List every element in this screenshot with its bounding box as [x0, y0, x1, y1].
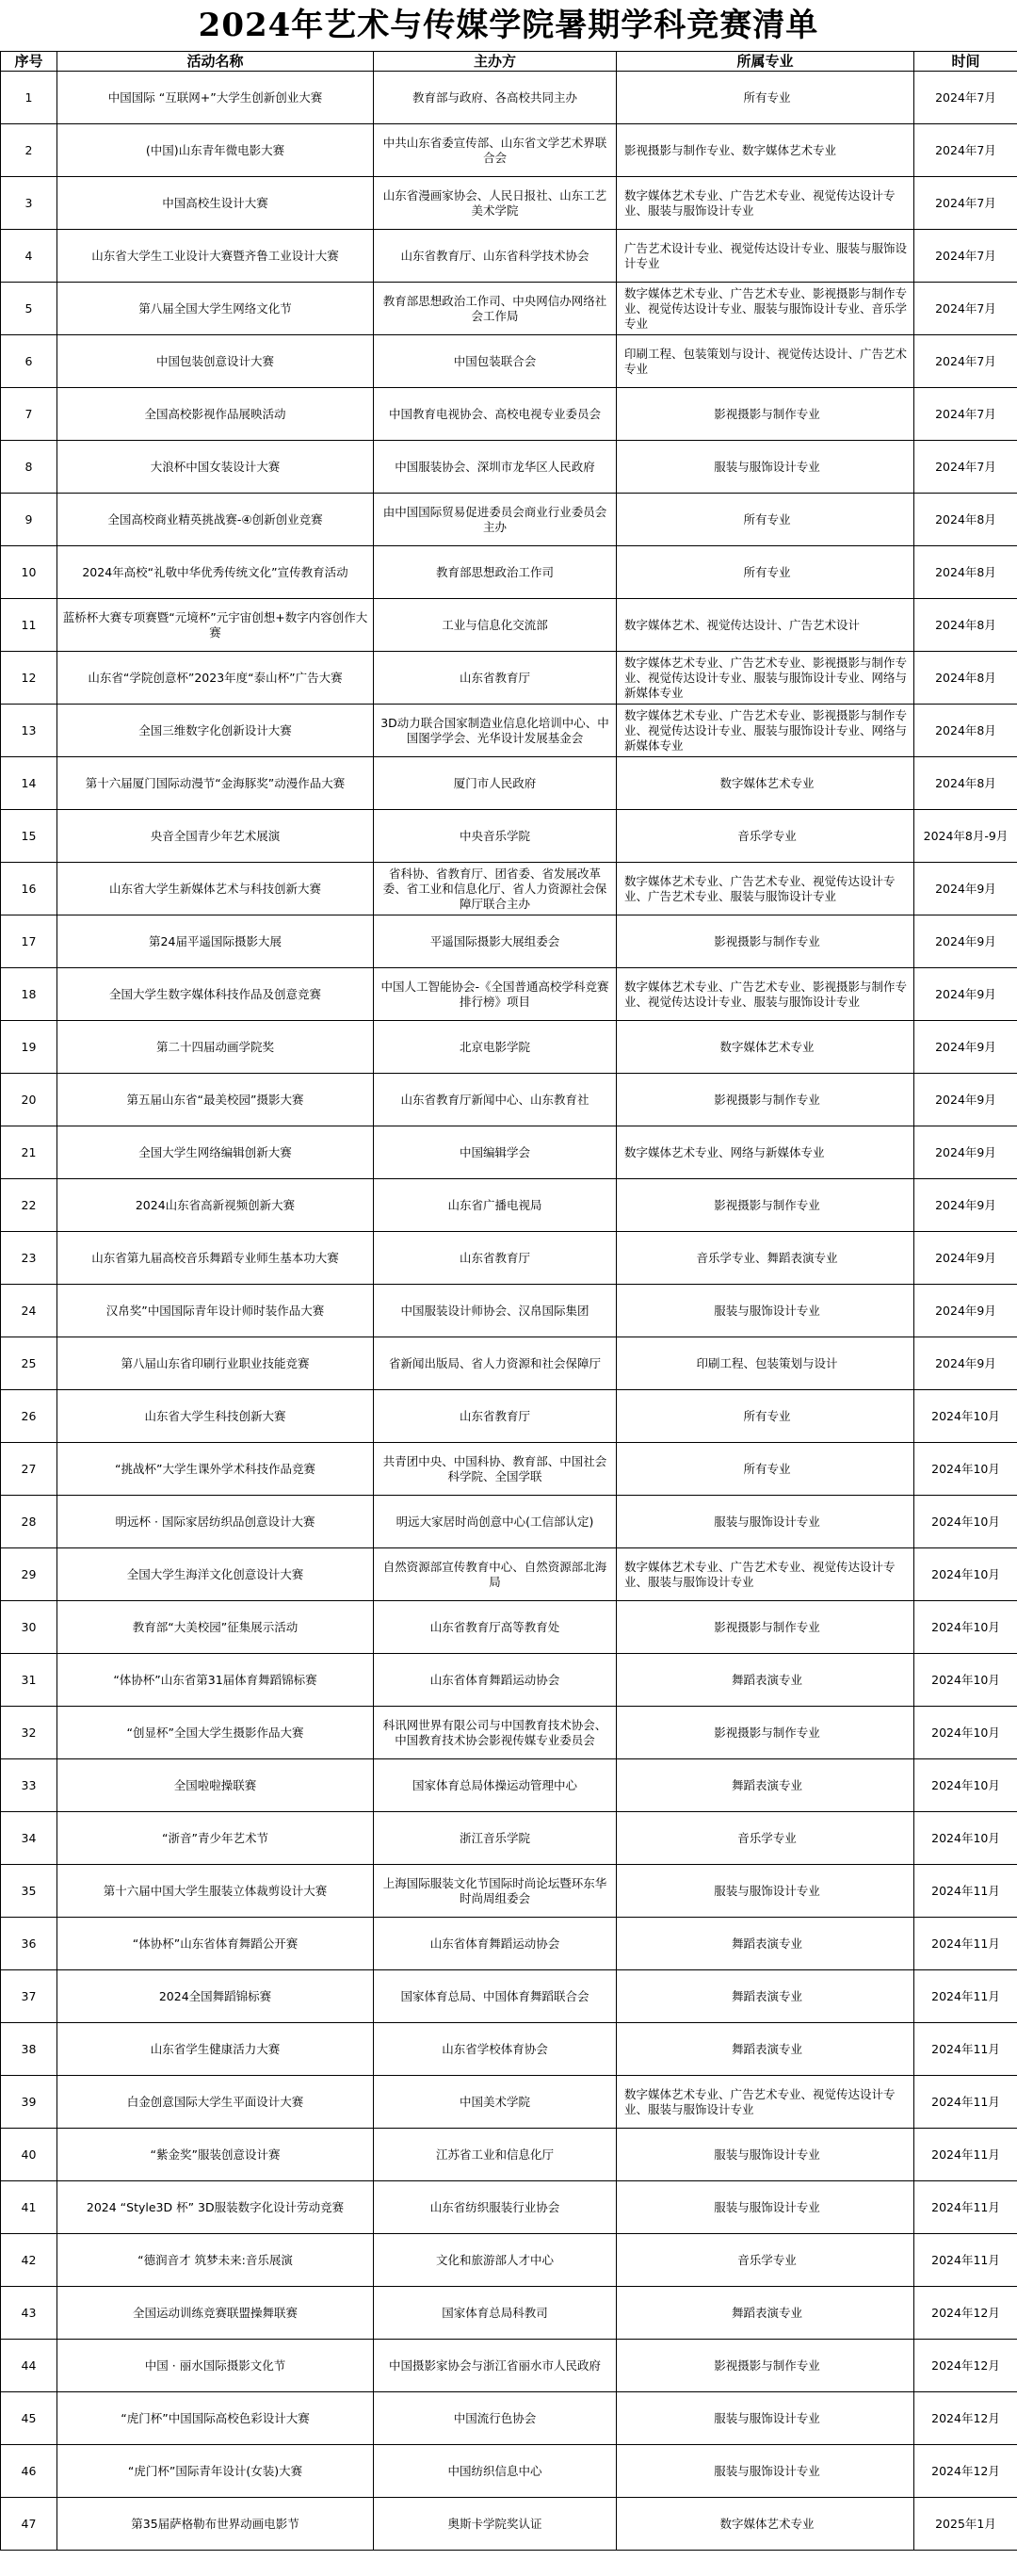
activity-name-cell: 2024全国舞蹈锦标赛 [57, 1970, 374, 2023]
organizer-cell: 中国摄影家协会与浙江省丽水市人民政府 [374, 2340, 617, 2392]
major-cell: 数字媒体艺术专业、广告艺术专业、影视摄影与制作专业、视觉传达设计专业、服装与服饰设计专业、网络与新媒体专业 [617, 652, 914, 705]
table-row [1, 494, 1017, 546]
major-cell: 所有专业 [617, 72, 914, 124]
time-cell: 2024年9月 [914, 968, 1017, 1021]
time-cell: 2024年9月 [914, 915, 1017, 968]
time-cell: 2024年10月 [914, 1812, 1017, 1865]
table-row [1, 757, 1017, 810]
organizer-cell: 江苏省工业和信息化厅 [374, 2129, 617, 2181]
major-cell: 服装与服饰设计专业 [617, 2392, 914, 2445]
row-number-cell: 13 [1, 705, 57, 757]
row-number-cell: 18 [1, 968, 57, 1021]
page-title: 2024年艺术与传媒学院暑期学科竞赛清单 [198, 7, 819, 44]
table-row [1, 915, 1017, 968]
activity-name-cell: “德润音才 筑梦未来:音乐展演 [57, 2234, 374, 2287]
time-cell: 2024年7月 [914, 72, 1017, 124]
row-number-cell: 20 [1, 1074, 57, 1126]
row-number-cell: 9 [1, 494, 57, 546]
row-number-cell: 34 [1, 1812, 57, 1865]
major-cell: 所有专业 [617, 546, 914, 599]
activity-name-cell: 山东省“学院创意杯”2023年度“泰山杯”广告大赛 [57, 652, 374, 705]
organizer-cell: 国家体育总局、中国体育舞蹈联合会 [374, 1970, 617, 2023]
organizer-cell: 教育部与政府、各高校共同主办 [374, 72, 617, 124]
table-row [1, 283, 1017, 335]
table-row [1, 705, 1017, 757]
organizer-cell: 中国人工智能协会-《全国普通高校学科竞赛排行榜》项目 [374, 968, 617, 1021]
time-cell: 2024年9月 [914, 1179, 1017, 1232]
row-number-cell: 45 [1, 2392, 57, 2445]
time-cell: 2024年7月 [914, 124, 1017, 177]
activity-name-cell: (中国)山东青年微电影大赛 [57, 124, 374, 177]
major-cell: 音乐学专业 [617, 1812, 914, 1865]
table-row [1, 2287, 1017, 2340]
major-cell: 服装与服饰设计专业 [617, 2181, 914, 2234]
major-cell: 影视摄影与制作专业 [617, 388, 914, 441]
organizer-cell: 由中国国际贸易促进委员会商业行业委员会主办 [374, 494, 617, 546]
row-number-cell: 11 [1, 599, 57, 652]
activity-name-cell: 全国运动训练竞赛联盟操舞联赛 [57, 2287, 374, 2340]
table-row [1, 1337, 1017, 1390]
organizer-cell: 中国纺织信息中心 [374, 2445, 617, 2498]
table-row [1, 546, 1017, 599]
major-cell: 所有专业 [617, 1443, 914, 1496]
time-cell: 2024年7月 [914, 335, 1017, 388]
table-row [1, 1179, 1017, 1232]
organizer-cell: 科讯网世界有限公司与中国教育技术协会、中国教育技术协会影视传媒专业委员会 [374, 1707, 617, 1759]
activity-name-cell: “体协杯”山东省体育舞蹈公开赛 [57, 1918, 374, 1970]
time-cell: 2024年11月 [914, 2076, 1017, 2129]
organizer-cell: 中国美术学院 [374, 2076, 617, 2129]
activity-name-cell: “创显杯”全国大学生摄影作品大赛 [57, 1707, 374, 1759]
row-number-cell: 41 [1, 2181, 57, 2234]
time-cell: 2024年9月 [914, 1285, 1017, 1337]
organizer-cell: 工业与信息化交流部 [374, 599, 617, 652]
major-cell: 舞蹈表演专业 [617, 2023, 914, 2076]
time-cell: 2024年9月 [914, 1074, 1017, 1126]
table-row [1, 1126, 1017, 1179]
header-organizer: 主办方 [374, 52, 617, 72]
major-cell: 影视摄影与制作专业 [617, 1074, 914, 1126]
activity-name-cell: 汉帛奖”中国国际青年设计师时装作品大赛 [57, 1285, 374, 1337]
table-row [1, 968, 1017, 1021]
table-row [1, 1548, 1017, 1601]
major-cell: 影视摄影与制作专业 [617, 1707, 914, 1759]
table-header-row [1, 52, 1017, 72]
activity-name-cell: 中国国际 “互联网+”大学生创新创业大赛 [57, 72, 374, 124]
row-number-cell: 23 [1, 1232, 57, 1285]
time-cell: 2024年10月 [914, 1707, 1017, 1759]
time-cell: 2024年8月 [914, 546, 1017, 599]
major-cell: 舞蹈表演专业 [617, 1759, 914, 1812]
major-cell: 服装与服饰设计专业 [617, 1865, 914, 1918]
organizer-cell: 中国教育电视协会、高校电视专业委员会 [374, 388, 617, 441]
activity-name-cell: 山东省大学生工业设计大赛暨齐鲁工业设计大赛 [57, 230, 374, 283]
row-number-cell: 37 [1, 1970, 57, 2023]
activity-name-cell: 中国包装创意设计大赛 [57, 335, 374, 388]
row-number-cell: 32 [1, 1707, 57, 1759]
row-number-cell: 38 [1, 2023, 57, 2076]
time-cell: 2024年11月 [914, 1918, 1017, 1970]
activity-name-cell: 山东省大学生新媒体艺术与科技创新大赛 [57, 863, 374, 915]
major-cell: 音乐学专业 [617, 810, 914, 863]
table-row [1, 2023, 1017, 2076]
time-cell: 2024年9月 [914, 1021, 1017, 1074]
activity-name-cell: 2024年高校“礼敬中华优秀传统文化”宣传教育活动 [57, 546, 374, 599]
row-number-cell: 46 [1, 2445, 57, 2498]
table-row [1, 230, 1017, 283]
activity-name-cell: 第十六届厦门国际动漫节“金海豚奖”动漫作品大赛 [57, 757, 374, 810]
row-number-cell: 42 [1, 2234, 57, 2287]
organizer-cell: 文化和旅游部人才中心 [374, 2234, 617, 2287]
major-cell: 数字媒体艺术专业、广告艺术专业、视觉传达设计专业、服装与服饰设计专业 [617, 177, 914, 230]
activity-name-cell: 全国大学生海洋文化创意设计大赛 [57, 1548, 374, 1601]
major-cell: 服装与服饰设计专业 [617, 441, 914, 494]
table-row [1, 1232, 1017, 1285]
time-cell: 2024年10月 [914, 1759, 1017, 1812]
activity-name-cell: 第二十四届动画学院奖 [57, 1021, 374, 1074]
row-number-cell: 29 [1, 1548, 57, 1601]
row-number-cell: 12 [1, 652, 57, 705]
table-row [1, 1285, 1017, 1337]
major-cell: 数字媒体艺术专业、广告艺术专业、视觉传达设计专业、服装与服饰设计专业 [617, 1548, 914, 1601]
table-row [1, 1812, 1017, 1865]
activity-name-cell: 2024 “Style3D 杯” 3D服装数字化设计劳动竞赛 [57, 2181, 374, 2234]
organizer-cell: 3D动力联合国家制造业信息化培训中心、中国图学学会、光华设计发展基金会 [374, 705, 617, 757]
organizer-cell: 省科协、省教育厅、团省委、省发展改革委、省工业和信息化厅、省人力资源社会保障厅联合主办 [374, 863, 617, 915]
major-cell: 影视摄影与制作专业 [617, 1601, 914, 1654]
major-cell: 数字媒体艺术专业、广告艺术专业、影视摄影与制作专业、视觉传达设计专业、服装与服饰设计专业 [617, 968, 914, 1021]
row-number-cell: 14 [1, 757, 57, 810]
time-cell: 2024年9月 [914, 1126, 1017, 1179]
organizer-cell: 中国流行色协会 [374, 2392, 617, 2445]
time-cell: 2024年12月 [914, 2445, 1017, 2498]
major-cell: 数字媒体艺术专业、广告艺术专业、视觉传达设计专业、广告艺术专业、服装与服饰设计专业 [617, 863, 914, 915]
table-row [1, 388, 1017, 441]
time-cell: 2024年12月 [914, 2287, 1017, 2340]
table-row [1, 1390, 1017, 1443]
organizer-cell: 自然资源部宣传教育中心、自然资源部北海局 [374, 1548, 617, 1601]
table-row [1, 72, 1017, 124]
major-cell: 数字媒体艺术专业 [617, 1021, 914, 1074]
table-row [1, 1707, 1017, 1759]
table-row [1, 2340, 1017, 2392]
activity-name-cell: “浙音”青少年艺术节 [57, 1812, 374, 1865]
activity-name-cell: 第五届山东省“最美校园”摄影大赛 [57, 1074, 374, 1126]
activity-name-cell: 第八届山东省印刷行业职业技能竞赛 [57, 1337, 374, 1390]
table-row [1, 335, 1017, 388]
activity-name-cell: 全国大学生网络编辑创新大赛 [57, 1126, 374, 1179]
activity-name-cell: “虎门杯”国际青年设计(女装)大赛 [57, 2445, 374, 2498]
activity-name-cell: 教育部“大美校园”征集展示活动 [57, 1601, 374, 1654]
table-row [1, 2129, 1017, 2181]
row-number-cell: 3 [1, 177, 57, 230]
major-cell: 舞蹈表演专业 [617, 1970, 914, 2023]
time-cell: 2024年10月 [914, 1496, 1017, 1548]
header-activity-name: 活动名称 [57, 52, 374, 72]
activity-name-cell: 中国 · 丽水国际摄影文化节 [57, 2340, 374, 2392]
activity-name-cell: 大浪杯中国女装设计大赛 [57, 441, 374, 494]
table-row [1, 2498, 1017, 2551]
time-cell: 2024年11月 [914, 2023, 1017, 2076]
activity-name-cell: 全国大学生数字媒体科技作品及创意竞赛 [57, 968, 374, 1021]
activity-name-cell: 2024山东省高新视频创新大赛 [57, 1179, 374, 1232]
row-number-cell: 8 [1, 441, 57, 494]
time-cell: 2024年11月 [914, 2129, 1017, 2181]
major-cell: 舞蹈表演专业 [617, 2287, 914, 2340]
time-cell: 2024年8月 [914, 494, 1017, 546]
time-cell: 2024年8月 [914, 599, 1017, 652]
organizer-cell: 中央音乐学院 [374, 810, 617, 863]
major-cell: 印刷工程、包装策划与设计、视觉传达设计、广告艺术专业 [617, 335, 914, 388]
row-number-cell: 16 [1, 863, 57, 915]
row-number-cell: 36 [1, 1918, 57, 1970]
activity-name-cell: 山东省大学生科技创新大赛 [57, 1390, 374, 1443]
organizer-cell: 平遥国际摄影大展组委会 [374, 915, 617, 968]
activity-name-cell: 山东省第九届高校音乐舞蹈专业师生基本功大赛 [57, 1232, 374, 1285]
organizer-cell: 中国服装协会、深圳市龙华区人民政府 [374, 441, 617, 494]
table-row [1, 177, 1017, 230]
activity-name-cell: 全国高校影视作品展映活动 [57, 388, 374, 441]
table-row [1, 1970, 1017, 2023]
table-row [1, 2392, 1017, 2445]
time-cell: 2024年10月 [914, 1654, 1017, 1707]
row-number-cell: 6 [1, 335, 57, 388]
row-number-cell: 19 [1, 1021, 57, 1074]
time-cell: 2024年7月 [914, 177, 1017, 230]
time-cell: 2024年8月 [914, 705, 1017, 757]
header-time: 时间 [914, 52, 1017, 72]
row-number-cell: 26 [1, 1390, 57, 1443]
row-number-cell: 28 [1, 1496, 57, 1548]
major-cell: 数字媒体艺术专业、广告艺术专业、影视摄影与制作专业、视觉传达设计专业、服装与服饰设计专业、网络与新媒体专业 [617, 705, 914, 757]
activity-name-cell: “挑战杯”大学生课外学术科技作品竞赛 [57, 1443, 374, 1496]
organizer-cell: 奥斯卡学院奖认证 [374, 2498, 617, 2551]
time-cell: 2024年9月 [914, 1337, 1017, 1390]
table-row [1, 2181, 1017, 2234]
row-number-cell: 40 [1, 2129, 57, 2181]
row-number-cell: 5 [1, 283, 57, 335]
time-cell: 2024年9月 [914, 863, 1017, 915]
organizer-cell: 厦门市人民政府 [374, 757, 617, 810]
organizer-cell: 明远大家居时尚创意中心(工信部认定) [374, 1496, 617, 1548]
activity-name-cell: 全国三维数字化创新设计大赛 [57, 705, 374, 757]
activity-name-cell: 央音全国青少年艺术展演 [57, 810, 374, 863]
time-cell: 2024年8月-9月 [914, 810, 1017, 863]
row-number-cell: 47 [1, 2498, 57, 2551]
activity-name-cell: “虎门杯”中国国际高校色彩设计大赛 [57, 2392, 374, 2445]
organizer-cell: 山东省教育厅 [374, 1390, 617, 1443]
table-row [1, 599, 1017, 652]
activity-name-cell: 第24届平遥国际摄影大展 [57, 915, 374, 968]
organizer-cell: 共青团中央、中国科协、教育部、中国社会科学院、全国学联 [374, 1443, 617, 1496]
time-cell: 2024年8月 [914, 652, 1017, 705]
row-number-cell: 30 [1, 1601, 57, 1654]
table-row [1, 810, 1017, 863]
organizer-cell: 中国服装设计师协会、汉帛国际集团 [374, 1285, 617, 1337]
table-row [1, 1496, 1017, 1548]
major-cell: 所有专业 [617, 1390, 914, 1443]
activity-name-cell: 全国啦啦操联赛 [57, 1759, 374, 1812]
major-cell: 数字媒体艺术专业、网络与新媒体专业 [617, 1126, 914, 1179]
major-cell: 影视摄影与制作专业 [617, 2340, 914, 2392]
organizer-cell: 山东省纺织服装行业协会 [374, 2181, 617, 2234]
row-number-cell: 22 [1, 1179, 57, 1232]
major-cell: 数字媒体艺术、视觉传达设计、广告艺术设计 [617, 599, 914, 652]
row-number-cell: 33 [1, 1759, 57, 1812]
time-cell: 2024年7月 [914, 441, 1017, 494]
table-row [1, 1654, 1017, 1707]
time-cell: 2024年7月 [914, 283, 1017, 335]
table-row [1, 1918, 1017, 1970]
time-cell: 2025年1月 [914, 2498, 1017, 2551]
organizer-cell: 教育部思想政治工作司 [374, 546, 617, 599]
organizer-cell: 山东省教育厅 [374, 1232, 617, 1285]
table-row [1, 124, 1017, 177]
organizer-cell: 山东省教育厅新闻中心、山东教育社 [374, 1074, 617, 1126]
organizer-cell: 浙江音乐学院 [374, 1812, 617, 1865]
major-cell: 数字媒体艺术专业 [617, 757, 914, 810]
organizer-cell: 山东省学校体育协会 [374, 2023, 617, 2076]
time-cell: 2024年8月 [914, 757, 1017, 810]
organizer-cell: 省新闻出版局、省人力资源和社会保障厅 [374, 1337, 617, 1390]
table-row [1, 1601, 1017, 1654]
row-number-cell: 24 [1, 1285, 57, 1337]
major-cell: 服装与服饰设计专业 [617, 1496, 914, 1548]
row-number-cell: 27 [1, 1443, 57, 1496]
activity-name-cell: 明远杯 · 国际家居纺织品创意设计大赛 [57, 1496, 374, 1548]
table-row [1, 1759, 1017, 1812]
activity-name-cell: “紫金奖”服装创意设计赛 [57, 2129, 374, 2181]
organizer-cell: 中共山东省委宣传部、山东省文学艺术界联合会 [374, 124, 617, 177]
organizer-cell: 山东省广播电视局 [374, 1179, 617, 1232]
activity-name-cell: 全国高校商业精英挑战赛-④创新创业竞赛 [57, 494, 374, 546]
major-cell: 服装与服饰设计专业 [617, 2129, 914, 2181]
major-cell: 舞蹈表演专业 [617, 1654, 914, 1707]
major-cell: 影视摄影与制作专业、数字媒体艺术专业 [617, 124, 914, 177]
row-number-cell: 44 [1, 2340, 57, 2392]
header-major: 所属专业 [617, 52, 914, 72]
activity-name-cell: 蓝桥杯大赛专项赛暨“元境杯”元宇宙创想+数字内容创作大赛 [57, 599, 374, 652]
organizer-cell: 山东省体育舞蹈运动协会 [374, 1918, 617, 1970]
time-cell: 2024年10月 [914, 1443, 1017, 1496]
table-row [1, 652, 1017, 705]
activity-name-cell: 第八届全国大学生网络文化节 [57, 283, 374, 335]
table-row [1, 2076, 1017, 2129]
organizer-cell: 国家体育总局科教司 [374, 2287, 617, 2340]
organizer-cell: 山东省漫画家协会、人民日报社、山东工艺美术学院 [374, 177, 617, 230]
header-number: 序号 [1, 52, 57, 72]
organizer-cell: 山东省教育厅、山东省科学技术协会 [374, 230, 617, 283]
table-row [1, 1865, 1017, 1918]
time-cell: 2024年9月 [914, 1232, 1017, 1285]
table-row [1, 1021, 1017, 1074]
row-number-cell: 1 [1, 72, 57, 124]
activity-name-cell: 第十六届中国大学生服装立体裁剪设计大赛 [57, 1865, 374, 1918]
major-cell: 印刷工程、包装策划与设计 [617, 1337, 914, 1390]
organizer-cell: 中国包装联合会 [374, 335, 617, 388]
activity-name-cell: 中国高校生设计大赛 [57, 177, 374, 230]
table-row [1, 1074, 1017, 1126]
organizer-cell: 山东省教育厅 [374, 652, 617, 705]
table-row [1, 863, 1017, 915]
major-cell: 服装与服饰设计专业 [617, 2445, 914, 2498]
time-cell: 2024年7月 [914, 230, 1017, 283]
organizer-cell: 中国编辑学会 [374, 1126, 617, 1179]
row-number-cell: 17 [1, 915, 57, 968]
major-cell: 影视摄影与制作专业 [617, 1179, 914, 1232]
row-number-cell: 35 [1, 1865, 57, 1918]
major-cell: 所有专业 [617, 494, 914, 546]
row-number-cell: 31 [1, 1654, 57, 1707]
table-row [1, 1443, 1017, 1496]
row-number-cell: 25 [1, 1337, 57, 1390]
row-number-cell: 4 [1, 230, 57, 283]
major-cell: 数字媒体艺术专业、广告艺术专业、视觉传达设计专业、服装与服饰设计专业 [617, 2076, 914, 2129]
major-cell: 音乐学专业 [617, 2234, 914, 2287]
organizer-cell: 山东省教育厅高等教育处 [374, 1601, 617, 1654]
time-cell: 2024年12月 [914, 2392, 1017, 2445]
activity-name-cell: “体协杯”山东省第31届体育舞蹈锦标赛 [57, 1654, 374, 1707]
row-number-cell: 2 [1, 124, 57, 177]
table-row [1, 2234, 1017, 2287]
time-cell: 2024年10月 [914, 1548, 1017, 1601]
table-row [1, 2445, 1017, 2498]
time-cell: 2024年11月 [914, 1865, 1017, 1918]
major-cell: 影视摄影与制作专业 [617, 915, 914, 968]
activity-name-cell: 山东省学生健康活力大赛 [57, 2023, 374, 2076]
time-cell: 2024年11月 [914, 1970, 1017, 2023]
activity-name-cell: 白金创意国际大学生平面设计大赛 [57, 2076, 374, 2129]
time-cell: 2024年11月 [914, 2234, 1017, 2287]
time-cell: 2024年11月 [914, 2181, 1017, 2234]
time-cell: 2024年10月 [914, 1601, 1017, 1654]
organizer-cell: 国家体育总局体操运动管理中心 [374, 1759, 617, 1812]
organizer-cell: 北京电影学院 [374, 1021, 617, 1074]
row-number-cell: 39 [1, 2076, 57, 2129]
row-number-cell: 15 [1, 810, 57, 863]
organizer-cell: 上海国际服装文化节国际时尚论坛暨环东华时尚周组委会 [374, 1865, 617, 1918]
activity-name-cell: 第35届萨格勒布世界动画电影节 [57, 2498, 374, 2551]
major-cell: 音乐学专业、舞蹈表演专业 [617, 1232, 914, 1285]
row-number-cell: 10 [1, 546, 57, 599]
major-cell: 服装与服饰设计专业 [617, 1285, 914, 1337]
row-number-cell: 7 [1, 388, 57, 441]
competition-table [0, 51, 1017, 2551]
major-cell: 广告艺术设计专业、视觉传达设计专业、服装与服饰设计专业 [617, 230, 914, 283]
major-cell: 舞蹈表演专业 [617, 1918, 914, 1970]
major-cell: 数字媒体艺术专业、广告艺术专业、影视摄影与制作专业、视觉传达设计专业、服装与服饰设计专业、音乐学专业 [617, 283, 914, 335]
organizer-cell: 山东省体育舞蹈运动协会 [374, 1654, 617, 1707]
time-cell: 2024年12月 [914, 2340, 1017, 2392]
time-cell: 2024年10月 [914, 1390, 1017, 1443]
time-cell: 2024年7月 [914, 388, 1017, 441]
table-row [1, 441, 1017, 494]
major-cell: 数字媒体艺术专业 [617, 2498, 914, 2551]
row-number-cell: 21 [1, 1126, 57, 1179]
organizer-cell: 教育部思想政治工作司、中央网信办网络社会工作局 [374, 283, 617, 335]
row-number-cell: 43 [1, 2287, 57, 2340]
